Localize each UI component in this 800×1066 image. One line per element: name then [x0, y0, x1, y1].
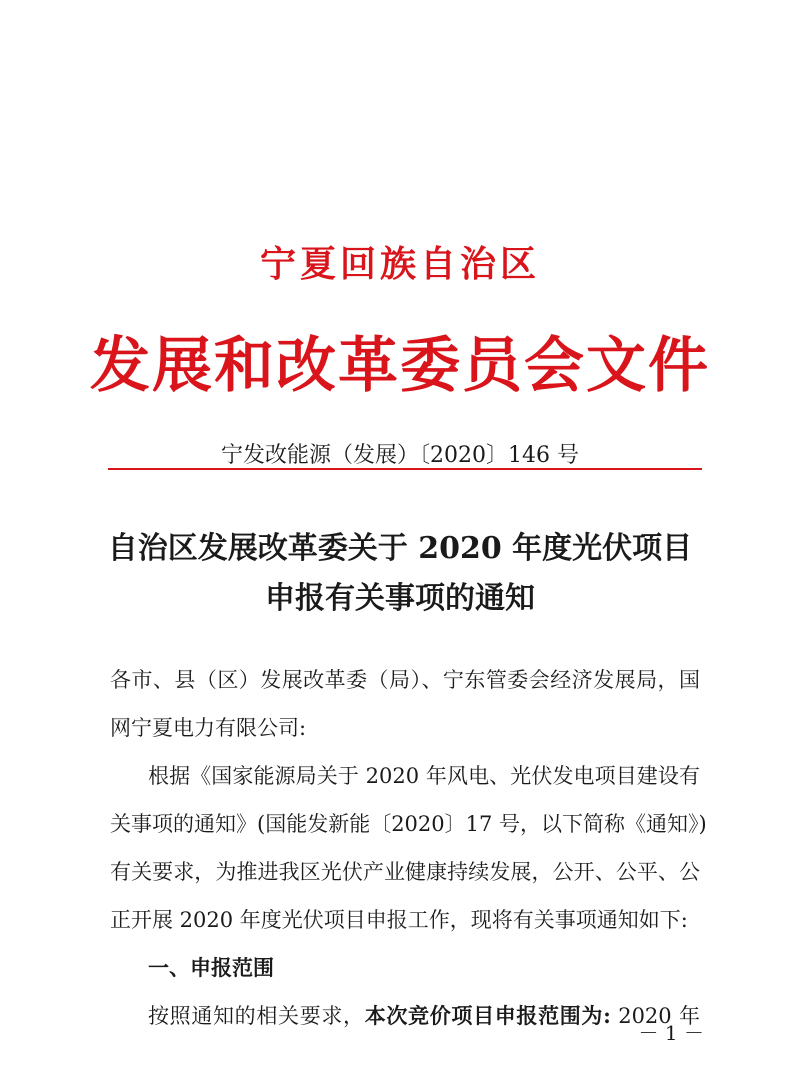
paragraph-line: 正开展 2020 年度光伏项目申报工作，现将有关事项通知如下:: [110, 908, 688, 932]
paragraph-text-tail: 2020 年: [610, 1004, 700, 1028]
document-body: [110, 656, 707, 1040]
section-heading: 一、申报范围: [148, 955, 274, 980]
paragraph-emphasis: 本次竞价项目申报范围为:: [364, 1003, 611, 1028]
document-number: 宁发改能源（发展）〔2020〕146 号: [221, 443, 579, 468]
salutation-line-1: 各市、县（区）发展改革委（局）、宁东管委会经济发展局，国: [110, 668, 700, 692]
paragraph-line: 关事项的通知》(国能发新能〔2020〕17 号，以下简称《通知》): [110, 812, 707, 836]
issuer-name: 发展和改革委员会文件: [90, 331, 710, 401]
document-title: [0, 524, 800, 624]
paragraph-line: 有关要求，为推进我区光伏产业健康持续发展，公开、公平、公: [110, 860, 700, 884]
page-number: － 1 －: [638, 1021, 704, 1045]
title-line-2: 申报有关事项的通知: [265, 581, 535, 616]
salutation-line-2: 网宁夏电力有限公司:: [110, 716, 307, 740]
title-line-1: 自治区发展改革委关于 2020 年度光伏项目: [107, 531, 693, 566]
issuer-region: 宁夏回族自治区: [259, 243, 540, 285]
paragraph-line: [110, 992, 700, 1040]
paragraph-text: 按照通知的相关要求，: [148, 1004, 365, 1028]
paragraph-line: 根据《国家能源局关于 2020 年风电、光伏发电项目建设有: [148, 764, 700, 788]
red-divider-line: [108, 468, 702, 470]
